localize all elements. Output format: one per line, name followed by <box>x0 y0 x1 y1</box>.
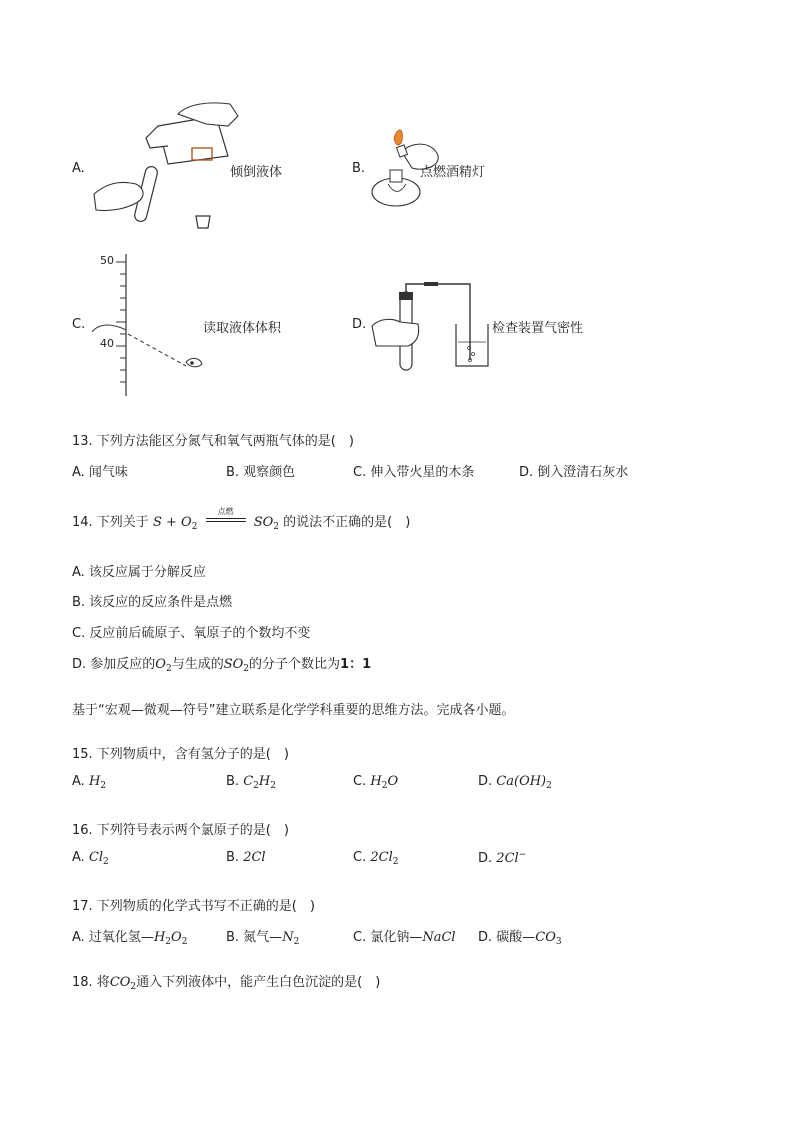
ratio-value: 1：1 <box>340 657 372 672</box>
group-intro-text: 基于“宏观—微观—符号”建立联系是化学学科重要的思维方法。完成各小题。 <box>72 703 515 718</box>
o2-formula: $O_2$ <box>155 657 172 674</box>
so2-formula: $SO_2$ <box>223 657 250 674</box>
q12-option-b-letter: B. <box>352 161 366 176</box>
q17-option-c: C. 氯化钠—NaCl <box>353 930 456 945</box>
q17-option-a: A. 过氧化氢$—H_2O_2$ <box>72 930 188 947</box>
q16-option-a: A. $Cl_2$ <box>72 850 109 867</box>
q15-option-d: D. $Ca(OH)_2$ <box>478 774 552 791</box>
q14-option-c: C. 反应前后硫原子、氧原子的个数均不变 <box>72 626 311 641</box>
q16-option-b: B. 2Cl <box>226 850 266 865</box>
q14-option-a: A. 该反应属于分解反应 <box>72 565 206 580</box>
q16-stem: 16. 下列符号表示两个氯原子的是( ) <box>72 823 289 838</box>
q12-option-a-letter: A. <box>72 161 85 176</box>
q13-option-a: A. 闻气味 <box>72 465 128 480</box>
q13-stem: 13. 下列方法能区分氮气和氧气两瓶气体的是( ) <box>72 434 354 449</box>
q17-stem: 17. 下列物质的化学式书写不正确的是( ) <box>72 899 315 914</box>
graduated-cylinder-reading-illustration <box>86 250 206 400</box>
q14-reaction-arrow <box>202 507 250 530</box>
q14-stem-prefix: 14. 下列关于 <box>72 515 149 530</box>
cylinder-tick-50-label: 50 <box>100 254 114 267</box>
q15-stem: 15. 下列物质中，含有氢分子的是( ) <box>72 747 289 762</box>
q16-option-d: D. 2Cl− <box>478 850 527 866</box>
q18-stem: 18. 将$CO_2$通入下列液体中，能产生白色沉淀的是( ) <box>72 975 381 992</box>
airtightness-check-illustration <box>370 280 500 372</box>
q13-option-b: B. 观察颜色 <box>226 465 296 480</box>
q17-option-d: D. 碳酸$—CO_3$ <box>478 930 562 947</box>
q12-option-d-text: 检查装置气密性 <box>492 321 584 336</box>
q16-option-c: C. $2Cl_2$ <box>353 850 399 867</box>
q15-option-b: B. $C_2H_2$ <box>226 774 276 791</box>
q12-option-a-text: 倾倒液体 <box>230 165 283 180</box>
q12-option-d-letter: D. <box>352 317 367 332</box>
q15-option-c: C. $H_2O$ <box>353 774 399 791</box>
pouring-liquid-illustration <box>88 96 238 236</box>
q14-equation-right: $SO_2$ <box>253 515 280 532</box>
q14-option-d: D. 参加反应的$O_2$与生成的$SO_2$的分子个数比为1：1 <box>72 657 372 674</box>
q14-stem <box>72 507 411 532</box>
q17-option-b: B. 氮气$—N_2$ <box>226 930 300 947</box>
q12-option-c-letter: C. <box>72 317 86 332</box>
q13-option-d: D. 倒入澄清石灰水 <box>519 465 629 480</box>
q12-option-c-text: 读取液体体积 <box>203 321 282 336</box>
co2-formula: $CO_2$ <box>109 975 137 992</box>
q14-reaction-condition: 点燃 <box>217 507 234 516</box>
q14-option-b: B. 该反应的反应条件是点燃 <box>72 595 233 610</box>
q12-option-b-text: 点燃酒精灯 <box>420 165 486 180</box>
q14-stem-suffix: 的说法不正确的是( ) <box>283 515 411 530</box>
q13-option-c: C. 伸入带火星的木条 <box>353 465 475 480</box>
q15-option-a: A. $H_2$ <box>72 774 107 791</box>
q14-equation-left: $S + O_2$ <box>152 515 198 532</box>
cylinder-tick-40-label: 40 <box>100 337 114 350</box>
